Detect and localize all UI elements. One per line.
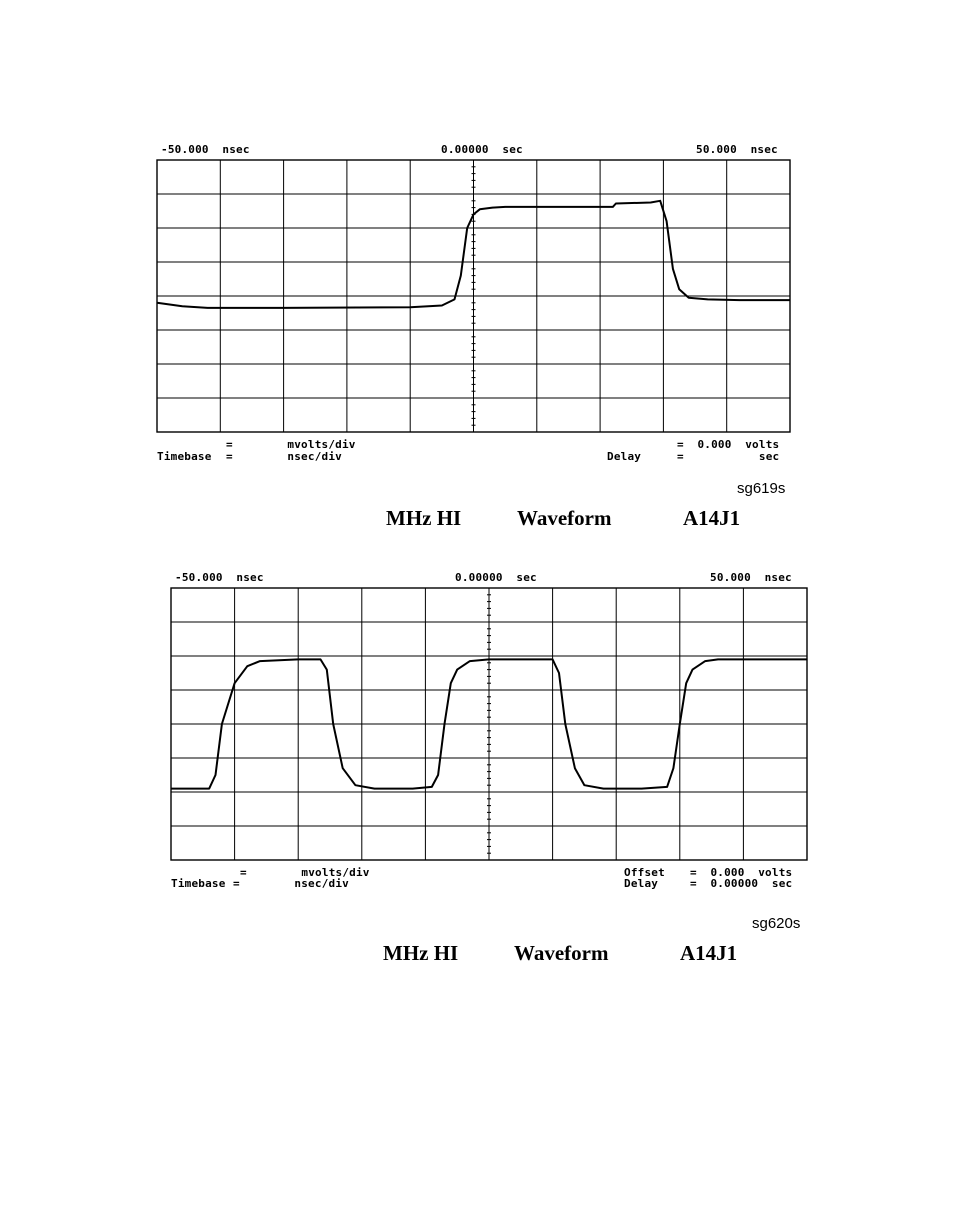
chart2-offset-value: = 0.000 volts (690, 866, 793, 879)
chart2-top-right-time: 50.000 nsec (710, 571, 792, 584)
chart2-caption-connector: A14J1 (680, 941, 738, 965)
chart2-vscale: = mvolts/div (240, 866, 370, 879)
chart1-vscale: = mvolts/div (226, 438, 356, 451)
chart2-offset-label: Offset (624, 866, 665, 879)
chart1-timebase-label: Timebase (157, 450, 212, 463)
chart2-delay-value: = 0.00000 sec (690, 877, 793, 890)
chart1-figure-id: sg619s (737, 480, 786, 497)
chart1-caption-mhz: MHz HI (386, 506, 462, 530)
chart2-figure-id: sg620s (752, 915, 801, 932)
chart1-delay-value: = sec (677, 450, 780, 463)
chart1-top-right-time: 50.000 nsec (696, 143, 778, 156)
chart2-top-center-time: 0.00000 sec (455, 571, 537, 584)
chart2-delay-label: Delay (624, 877, 659, 890)
chart1-caption-connector: A14J1 (683, 506, 741, 530)
chart1-top-left-time: -50.000 nsec (161, 143, 250, 156)
chart1-top-center-time: 0.00000 sec (441, 143, 523, 156)
chart1-caption-waveform: Waveform (517, 506, 612, 530)
chart2-timebase-value: = nsec/div (233, 877, 349, 890)
chart2-timebase-label: Timebase (171, 877, 226, 890)
chart1-timebase-value: = nsec/div (226, 450, 342, 463)
chart2-caption-mhz: MHz HI (383, 941, 459, 965)
chart1-delay-label: Delay (607, 450, 642, 463)
chart2-top-left-time: -50.000 nsec (175, 571, 264, 584)
chart1-offset-value: = 0.000 volts (677, 438, 780, 451)
chart2-caption-waveform: Waveform (514, 941, 609, 965)
